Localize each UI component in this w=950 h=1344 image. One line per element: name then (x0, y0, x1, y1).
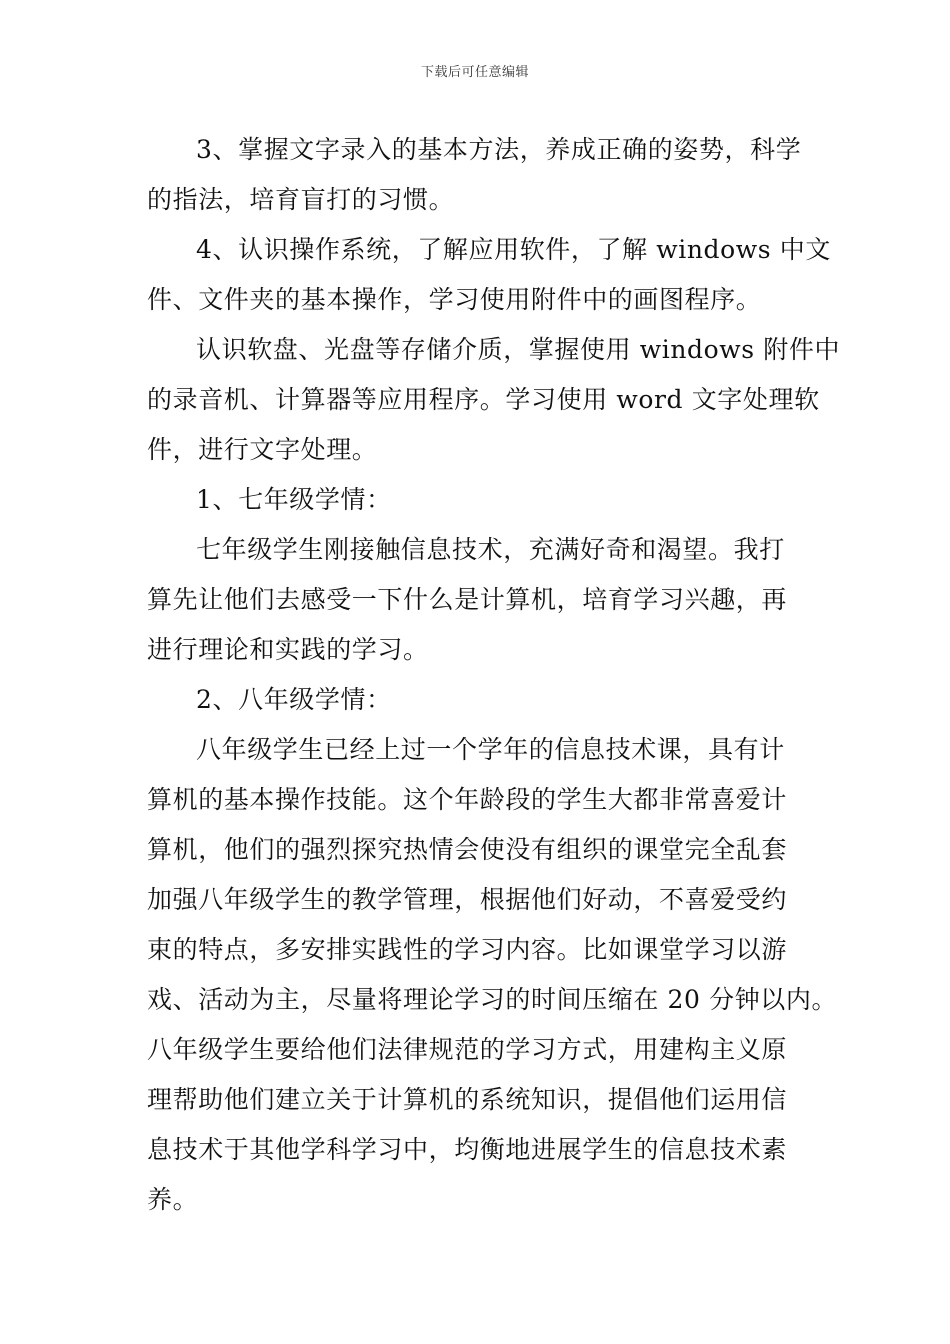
text-line: 束的特点，多安排实践性的学习内容。比如课堂学习以游 (147, 935, 788, 964)
text-line: 算机的基本操作技能。这个年龄段的学生大都非常喜爱计 (147, 785, 788, 814)
text-line: 4、认识操作系统，了解应用软件，了解 windows 中文 (196, 235, 831, 264)
text-line: 息技术于其他学科学习中，均衡地进展学生的信息技术素 (147, 1135, 788, 1164)
text-line: 养。 (147, 1185, 199, 1214)
text-line: 算先让他们去感受一下什么是计算机，培育学习兴趣，再 (147, 585, 788, 614)
text-line: 戏、活动为主，尽量将理论学习的时间压缩在 20 分钟以内。 (147, 985, 838, 1014)
section-heading-grade8: 2、八年级学情： (196, 685, 392, 714)
text-line: 理帮助他们建立关于计算机的系统知识，提倡他们运用信 (147, 1085, 788, 1114)
text-line: 算机，他们的强烈探究热情会使没有组织的课堂完全乱套 (147, 835, 788, 864)
text-line: 的指法，培育盲打的习惯。 (147, 185, 455, 214)
text-line: 七年级学生刚接触信息技术，充满好奇和渴望。我打 (196, 535, 785, 564)
text-line: 件、文件夹的基本操作，学习使用附件中的画图程序。 (147, 285, 762, 314)
text-line: 认识软盘、光盘等存储介质，掌握使用 windows 附件中 (196, 335, 841, 364)
document-body (147, 125, 841, 1225)
text-line: 3、掌握文字录入的基本方法，养成正确的姿势，科学 (196, 135, 802, 164)
text-line: 的录音机、计算器等应用程序。学习使用 word 文字处理软 (147, 385, 820, 414)
text-line: 八年级学生要给他们法律规范的学习方式，用建构主义原 (147, 1035, 788, 1064)
text-line: 进行理论和实践的学习。 (147, 635, 429, 664)
text-line: 加强八年级学生的教学管理，根据他们好动，不喜爱受约 (147, 885, 788, 914)
page-header-note: 下载后可任意编辑 (420, 65, 529, 80)
section-heading-grade7: 1、七年级学情： (196, 485, 392, 514)
text-line: 八年级学生已经上过一个学年的信息技术课，具有计 (196, 735, 785, 764)
text-line: 件，进行文字处理。 (147, 435, 378, 464)
